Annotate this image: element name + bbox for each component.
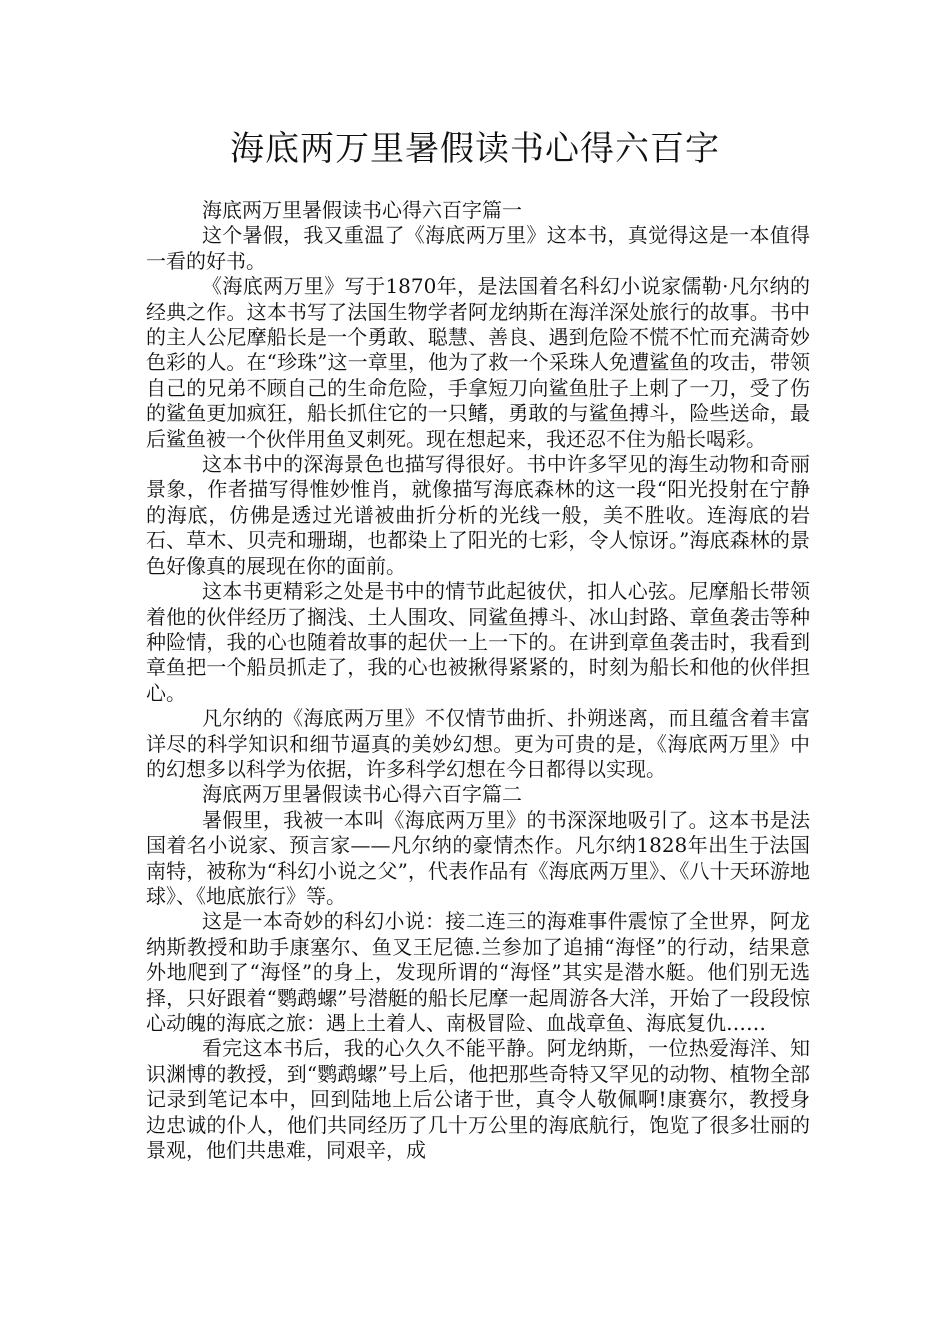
paragraph: 这是一本奇妙的科幻小说：接二连三的海难事件震惊了全世界，阿龙纳斯教授和助手康塞尔、鱼叉王尼德.兰参加了追捕“海怪”的行动，结果意外地爬到了“海怪”的身上，发现所谓的“海怪”其实是潜水艇。他们别无选择，只好跟着“鹦鹉螺”号潜艇的船长尼摩一起周游各大洋，开始了一段段惊心动魄的海底之旅：遇上土着人、南极冒险、血战章鱼、海底复仇…… <box>146 909 810 1035</box>
paragraph: 这个暑假，我又重温了《海底两万里》这本书，真觉得这是一本值得一看的好书。 <box>146 223 810 273</box>
paragraph: 《海底两万里》写于1870年，是法国着名科幻小说家儒勒·凡尔纳的经典之作。这本书写了法国生物学者阿龙纳斯在海洋深处旅行的故事。书中的主人公尼摩船长是一个勇敢、聪慧、善良、遇到危险不慌不忙而充满奇妙色彩的人。在“珍珠”这一章里，他为了救一个采珠人免遭鲨鱼的攻击，带领自己的兄弟不顾自己的生命危险，手拿短刀向鲨鱼肚子上刺了一刀，受了伤的鲨鱼更加疯狂，船长抓住它的一只鳍，勇敢的与鲨鱼搏斗，险些送命，最后鲨鱼被一个伙伴用鱼叉刺死。现在想起来，我还忍不住为船长喝彩。 <box>146 274 810 451</box>
paragraph: 这本书中的深海景色也描写得很好。书中许多罕见的海生动物和奇丽景象，作者描写得惟妙惟肖，就像描写海底森林的这一段“阳光投射在宁静的海底，仿佛是透过光谱被曲折分析的光线一般，美不胜收。连海底的岩石、草木、贝壳和珊瑚，也都染上了阳光的七彩，令人惊讶。”海底森林的景色好像真的展现在你的面前。 <box>146 452 810 578</box>
page-title: 海底两万里暑假读书心得六百字 <box>230 129 720 169</box>
paragraph: 暑假里，我被一本叫《海底两万里》的书深深地吸引了。这本书是法国着名小说家、预言家——凡尔纳的豪情杰作。凡尔纳1828年出生于法国南特，被称为“科幻小说之父”，代表作品有《海底两万里》、《八十天环游地球》、《地底旅行》等。 <box>146 807 810 908</box>
paragraph: 看完这本书后，我的心久久不能平静。阿龙纳斯，一位热爱海洋、知识渊博的教授，到“鹦鹉螺”号上后，他把那些奇特又罕见的动物、植物全部记录到笔记本中，回到陆地上后公诸于世，真令人敬佩啊!康赛尔，教授身边忠诚的仆人，他们共同经历了几十万公里的海底航行，饱览了很多壮丽的景观，他们共患难，同艰辛，成 <box>146 1036 810 1163</box>
article-body <box>146 198 810 1163</box>
section-heading: 海底两万里暑假读书心得六百字篇一 <box>202 198 522 222</box>
paragraph: 这本书更精彩之处是书中的情节此起彼伏，扣人心弦。尼摩船长带领着他的伙伴经历了搁浅、土人围攻、同鲨鱼搏斗、冰山封路、章鱼袭击等种种险情，我的心也随着故事的起伏一上一下的。在讲到章鱼袭击时，我看到章鱼把一个船员抓走了，我的心也被揪得紧紧的，时刻为船长和他的伙伴担心。 <box>146 579 810 705</box>
section-heading: 海底两万里暑假读书心得六百字篇二 <box>202 782 522 807</box>
paragraph: 凡尔纳的《海底两万里》不仅情节曲折、扑朔迷离，而且蕴含着丰富详尽的科学知识和细节逼真的美妙幻想。更为可贵的是，《海底两万里》中的幻想多以科学为依据，许多科学幻想在今日都得以实现。 <box>146 706 810 781</box>
